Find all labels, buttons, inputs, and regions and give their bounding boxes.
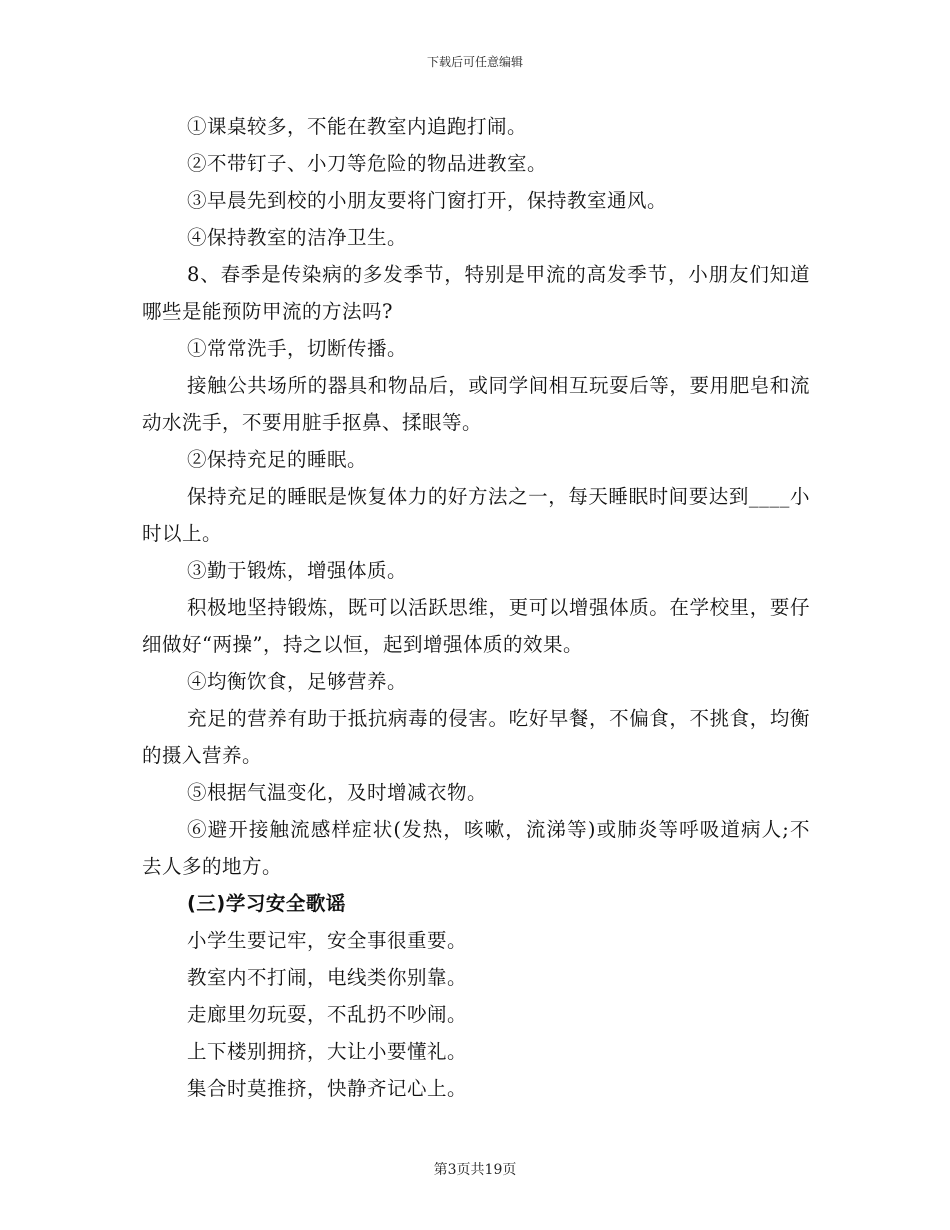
document-body bbox=[142, 108, 810, 1107]
paragraph: ③早晨先到校的小朋友要将门窗打开，保持教室通风。 bbox=[187, 189, 668, 212]
verse-line: 上下楼别拥挤，大让小要懂礼。 bbox=[187, 1040, 468, 1063]
verse-line: 教室内不打闹，电线类你别靠。 bbox=[187, 966, 468, 989]
list-item: ⑤根据气温变化，及时增减衣物。 bbox=[187, 781, 488, 804]
paragraph: 充足的营养有助于抵抗病毒的侵害。吃好早餐，不偏食，不挑食，均衡的摄入营养。 bbox=[142, 707, 810, 767]
paragraph: 保持充足的睡眠是恢复体力的好方法之一，每天睡眠时间要达到____小时以上。 bbox=[142, 485, 810, 545]
paragraph: 接触公共场所的器具和物品后，或同学间相互玩耍后等，要用肥皂和流动水洗手，不要用脏手抠鼻、揉眼等。 bbox=[142, 374, 810, 434]
paragraph: ①课桌较多，不能在教室内追跑打闹。 bbox=[187, 115, 528, 138]
list-item: ⑥避开接触流感样症状(发热，咳嗽，流涕等)或肺炎等呼吸道病人;不去人多的地方。 bbox=[142, 818, 810, 878]
list-item: ④均衡饮食，足够营养。 bbox=[187, 670, 408, 693]
list-item: ①常常洗手，切断传播。 bbox=[187, 337, 408, 360]
paragraph: 积极地坚持锻炼，既可以活跃思维，更可以增强体质。在学校里，要仔细做好“两操”，持之以恒，起到增强体质的效果。 bbox=[142, 596, 810, 656]
section-heading: (三)学习安全歌谣 bbox=[187, 892, 346, 915]
verse-line: 走廊里勿玩耍，不乱扔不吵闹。 bbox=[187, 1003, 468, 1026]
list-item: ②保持充足的睡眠。 bbox=[187, 448, 368, 471]
verse-line: 小学生要记牢，安全事很重要。 bbox=[187, 929, 468, 952]
page-header: 下载后可任意编辑 bbox=[426, 55, 523, 69]
question-heading: 8、春季是传染病的多发季节，特别是甲流的高发季节，小朋友们知道哪些是能预防甲流的方法吗? bbox=[142, 263, 810, 323]
paragraph: ④保持教室的洁净卫生。 bbox=[187, 226, 408, 249]
verse-line: 集合时莫推挤，快静齐记心上。 bbox=[187, 1077, 468, 1100]
paragraph: ②不带钉子、小刀等危险的物品进教室。 bbox=[187, 152, 548, 175]
page-number: 第3页共19页 bbox=[433, 1162, 517, 1178]
list-item: ③勤于锻炼，增强体质。 bbox=[187, 559, 408, 582]
